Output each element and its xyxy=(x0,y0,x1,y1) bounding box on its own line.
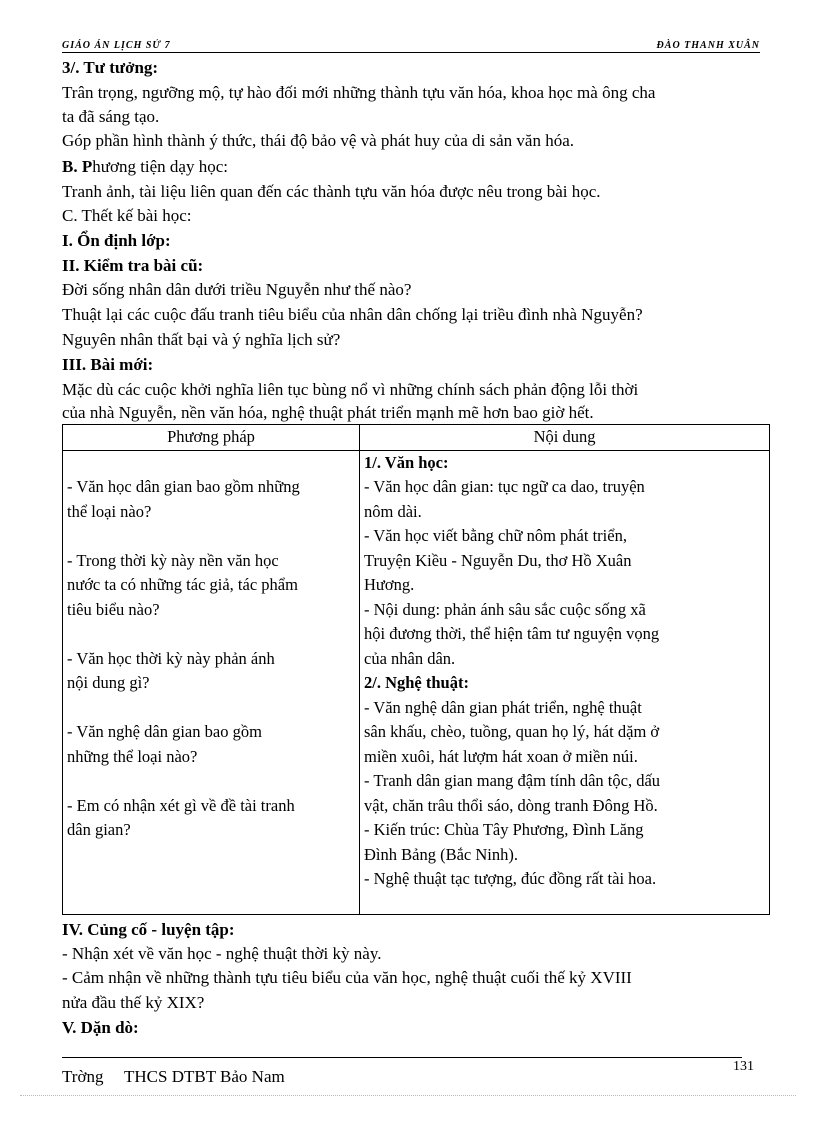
content-line: - Văn nghệ dân gian phát triển, nghệ thuật xyxy=(364,697,642,717)
content-cell xyxy=(360,450,770,915)
heading-text: Bài mới: xyxy=(90,355,154,374)
method-line: tiêu biểu nào? xyxy=(67,599,160,619)
content-line: hội đương thời, thể hiện tâm tư nguyện vọng xyxy=(364,624,660,643)
heading-dan-do xyxy=(62,1016,760,1040)
running-header xyxy=(62,36,760,53)
paragraph-line: - Nhận xét về văn học - nghệ thuật thời kỳ này. xyxy=(62,944,382,963)
paragraph-line: của nhà Nguyễn, nền văn hóa, nghệ thuật phát triển mạnh mẽ hơn bao giờ hết. xyxy=(62,403,594,422)
method-line xyxy=(67,622,355,647)
heading-phuong-tien xyxy=(62,155,760,179)
heading-prefix: IV. xyxy=(62,920,88,939)
content-line: của nhân dân. xyxy=(364,648,456,668)
content-line: - Văn học dân gian: tục ngữ ca dao, truyện xyxy=(364,477,645,496)
heading-on-dinh: I. Ổn định lớp: xyxy=(62,231,171,250)
content-line: - Văn học viết bằng chữ nôm phát triển, xyxy=(364,526,627,545)
method-line: nội dung gì? xyxy=(67,673,150,692)
content-line: - Nghệ thuật tạc tượng, đúc đồng rất tài hoa. xyxy=(364,869,657,888)
method-line xyxy=(67,451,355,476)
method-cell xyxy=(63,450,360,915)
content-line: - Tranh dân gian mang đậm tính dân tộc, dấu xyxy=(364,771,661,790)
content-line: Hương. xyxy=(364,575,415,594)
heading-text: Dặn dò: xyxy=(80,1018,139,1037)
heading-text: Củng cố - luyện tập: xyxy=(87,920,235,939)
paragraph-line: ta đã sáng tạo. xyxy=(62,107,160,126)
heading-prefix: V. xyxy=(62,1018,81,1037)
header-right: ĐÀO THANH XUÂN xyxy=(656,40,760,51)
paragraph-line: - Cảm nhận về những thành tựu tiêu biểu của văn học, nghệ thuật cuối thế kỷ XVIII xyxy=(62,968,632,987)
paragraph-line: Trân trọng, ngưỡng mộ, tự hào đối mới những thành tựu văn hóa, khoa học mà ông cha xyxy=(62,83,656,102)
heading-prefix: III. xyxy=(62,355,91,374)
heading-tu-tuong: 3/. Tư tưởng: xyxy=(62,58,159,77)
content-line: vật, chăn trâu thổi sáo, dòng tranh Đông Hồ. xyxy=(364,795,658,815)
method-line: - Văn nghệ dân gian bao gồm xyxy=(67,722,262,741)
page-bottom-dotted-line xyxy=(20,1095,796,1096)
content-line: Đình Bảng (Bắc Ninh). xyxy=(364,844,518,864)
paragraph-line: Đời sống nhân dân dưới triều Nguyễn như thế nào? xyxy=(62,280,412,299)
paragraph-line: Góp phần hình thành ý thức, thái độ bảo vệ và phát huy của di sản văn hóa. xyxy=(62,131,575,150)
content-line: miền xuôi, hát lượm hát xoan ở miền núi. xyxy=(364,746,638,766)
heading-text: hương tiện dạy học: xyxy=(92,157,228,176)
table-header-row xyxy=(63,425,770,451)
method-line: dân gian? xyxy=(67,820,131,839)
heading-thiet-ke: C. Thết kế bài học: xyxy=(62,206,192,225)
paragraph-line: Thuật lại các cuộc đấu tranh tiêu biểu của nhân dân chống lại triều đình nhà Nguyễn? xyxy=(62,305,643,324)
method-line xyxy=(67,769,355,794)
content-heading-van-hoc: 1/. Văn học: xyxy=(364,452,449,472)
content-line: - Kiến trúc: Chùa Tây Phương, Đình Lăng xyxy=(364,820,644,839)
content-line: - Nội dung: phản ánh sâu sắc cuộc sống xã xyxy=(364,599,646,619)
method-line: thể loại nào? xyxy=(67,501,152,521)
content-line: Truyện Kiều - Nguyễn Du, thơ Hồ Xuân xyxy=(364,550,632,570)
paragraph-line: nửa đầu thế kỷ XIX? xyxy=(62,993,205,1012)
method-line: - Văn học thời kỳ này phản ánh xyxy=(67,648,275,668)
heading-prefix: B. P xyxy=(62,157,93,176)
method-line xyxy=(67,524,355,549)
header-left: GIÁO ÁN LỊCH SỬ 7 xyxy=(62,40,171,51)
table-row xyxy=(63,450,770,915)
method-line xyxy=(67,696,355,721)
method-line: - Văn học dân gian bao gồm những xyxy=(67,477,300,496)
heading-cung-co xyxy=(62,918,760,942)
footer-left: Trờng xyxy=(62,1067,104,1086)
heading-kiem-tra: II. Kiểm tra bài cũ: xyxy=(62,256,204,275)
paragraph-line: Nguyên nhân thất bại và ý nghĩa lịch sử? xyxy=(62,330,341,349)
footer-divider xyxy=(62,1057,742,1058)
content-line: nôm dài. xyxy=(364,501,422,521)
heading-bai-moi xyxy=(62,353,760,377)
content-line: sân khấu, chèo, tuồng, quan họ lý, hát dặm ở xyxy=(364,722,660,741)
method-line: nước ta có những tác giả, tác phẩm xyxy=(67,575,298,594)
column-header-method: Phương pháp xyxy=(63,425,360,451)
content-heading-nghe-thuat: 2/. Nghệ thuật: xyxy=(364,673,469,692)
paragraph-line: Tranh ảnh, tài liệu liên quan đến các thành tựu văn hóa được nêu trong bài học. xyxy=(62,182,601,201)
method-line: - Em có nhận xét gì về đề tài tranh xyxy=(67,795,295,815)
paragraph-line: Mặc dù các cuộc khởi nghĩa liên tục bùng nổ vì những chính sách phản động lỗi thời xyxy=(62,380,639,399)
method-line: - Trong thời kỳ này nền văn học xyxy=(67,550,279,570)
lesson-table xyxy=(62,424,770,915)
page-number: 131 xyxy=(733,1059,754,1074)
column-header-content: Nội dung xyxy=(360,425,770,451)
footer-school: THCS DTBT Bảo Nam xyxy=(124,1067,285,1086)
method-line: những thể loại nào? xyxy=(67,746,198,766)
